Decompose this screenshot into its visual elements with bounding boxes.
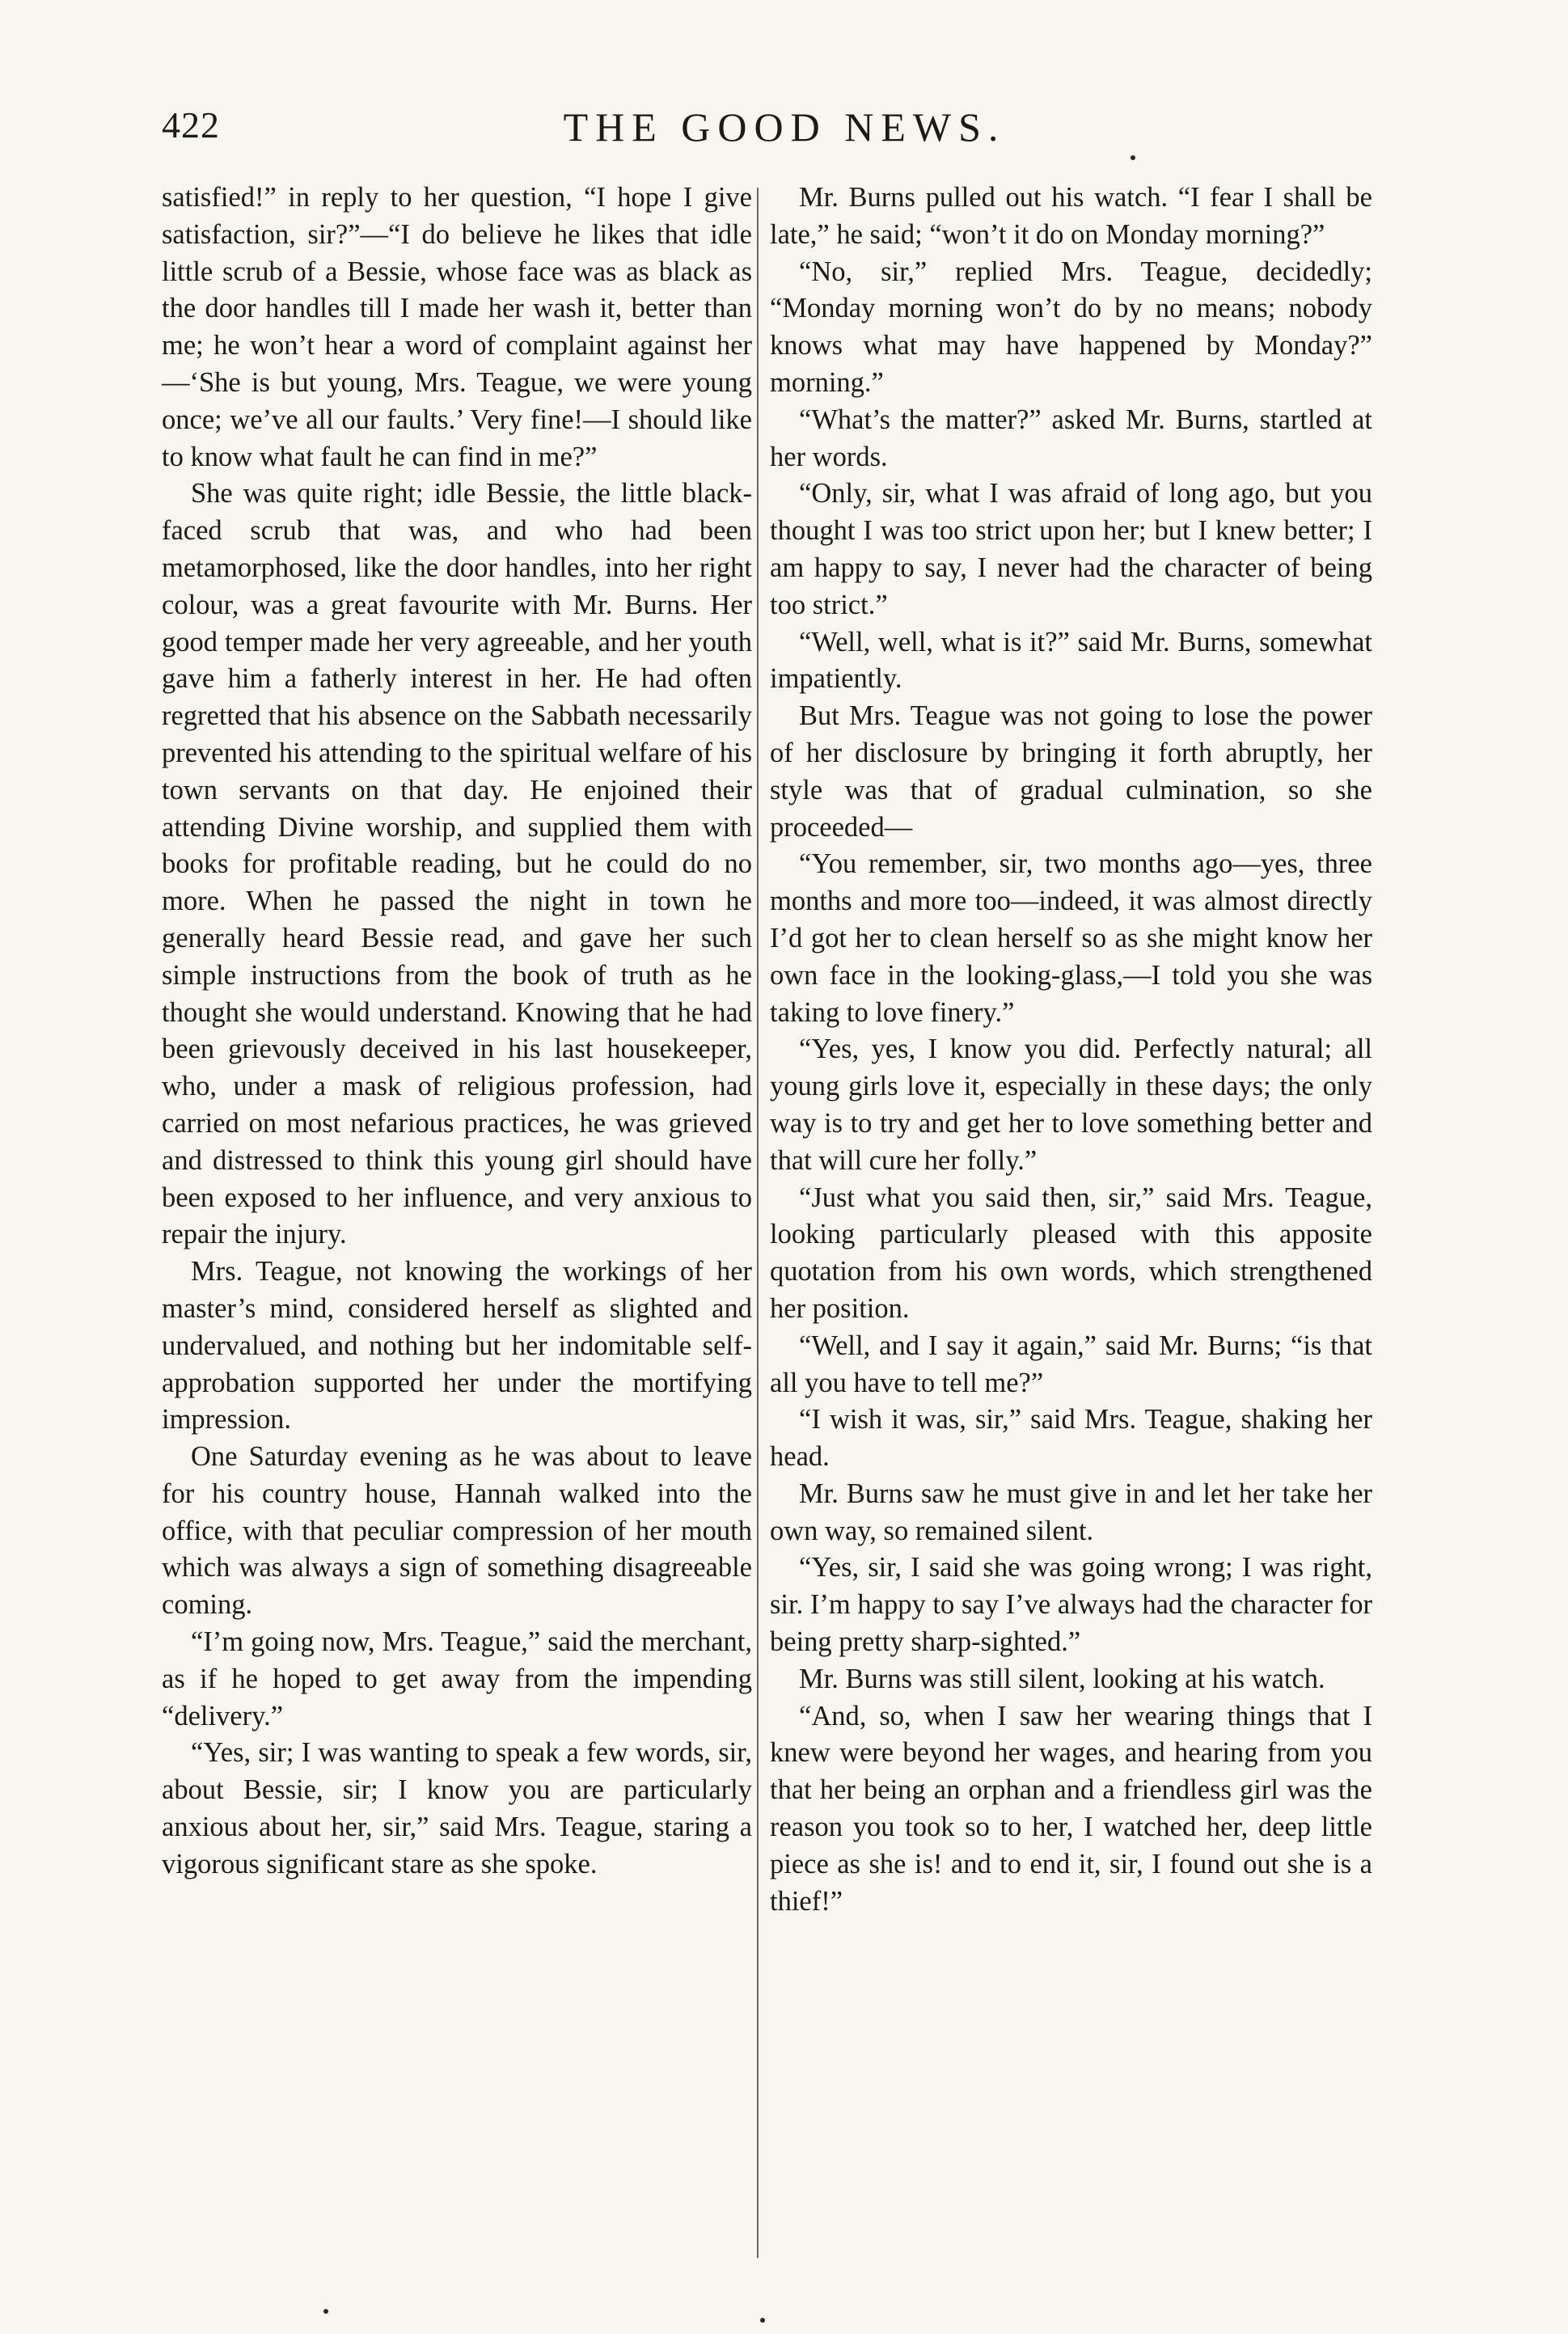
column-divider: [757, 188, 759, 2258]
paragraph: “No, sir,” replied Mrs. Teague, decidedly; “Monday morning won’t do by no means; nobody knows what may have happened by Monday?” morning.”: [770, 256, 1372, 398]
paragraph: But Mrs. Teague was not going to lose the power of her disclosure by bringing it forth abruptly, her style was that of gradual culmination, so she proceeded—: [770, 700, 1372, 843]
paragraph: “Yes, sir, I said she was going wrong; I was right, sir. I’m happy to say I’ve always had the character for being pretty sharp-sighted.”: [770, 1552, 1372, 1658]
paragraph: “Well, well, what is it?” said Mr. Burns, somewhat impatiently.: [770, 626, 1372, 695]
paragraph: She was quite right; idle Bessie, the little black-faced scrub that was, and who had been metamorphosed, like the door handles, into her right colour, was a great favourite with Mr. Burns. Her good temper made her very agreeable, and her youth gave him a fatherly interest in her. He had often regretted that his absence on the Sabbath necessarily prevented his attending to the spiritual welfare of his town servants on that day. He enjoined their attending Divine worship, and supplied them with books for profitable reading, but he could do no more. When he passed the night in town he generally heard Bessie read, and gave her such simple instructions from the book of truth as he thought she would understand. Knowing that he had been grievously deceived in his last housekeeper, who, under a mask of religious profession, had carried on most nefarious practices, he was grieved and distressed to think this young girl should have been exposed to her influence, and very anxious to repair the injury.: [162, 478, 752, 1250]
page-number: 422: [162, 104, 220, 146]
right-column: [770, 180, 1372, 1920]
left-column: [162, 180, 752, 1884]
print-speck: [1131, 155, 1135, 160]
paragraph: “You remember, sir, two months ago—yes, three months and more too—indeed, it was almost directly I’d got her to clean herself so as she might know her own face in the looking-glass,—I told you she was taking to love finery.”: [770, 848, 1372, 1028]
paragraph: Mr. Burns was still silent, looking at his watch.: [799, 1663, 1325, 1694]
paragraph: “Yes, yes, I know you did. Perfectly natural; all young girls love it, especially in these days; the only way is to try and get her to love something better and that will cure her folly.”: [770, 1034, 1372, 1176]
paragraph: satisfied!” in reply to her question, “I hope I give satisfaction, sir?”—“I do believe he likes that idle little scrub of a Bessie, whose face was as black as the door handles till I made her wash it, better than me; he won’t hear a word of complaint against her—‘She is but young, Mrs. Teague, we were young once; we’ve all our faults.’ Very fine!—I should like to know what fault he can find in me?”: [162, 182, 752, 472]
paragraph: Mr. Burns pulled out his watch. “I fear I shall be late,” he said; “won’t it do on Monday morning?”: [770, 182, 1372, 250]
paragraph: “I’m going now, Mrs. Teague,” said the merchant, as if he hoped to get away from the impending “delivery.”: [162, 1626, 752, 1731]
paragraph: “Yes, sir; I was wanting to speak a few words, sir, about Bessie, sir; I know you are particularly anxious about her, sir,” said Mrs. Teague, staring a vigorous significant stare as she spoke.: [162, 1737, 752, 1879]
paragraph: “Just what you said then, sir,” said Mrs. Teague, looking particularly pleased with this apposite quotation from his own words, which strengthened her position.: [770, 1182, 1372, 1324]
print-speck: [760, 2318, 765, 2323]
paragraph: “Well, and I say it again,” said Mr. Burns; “is that all you have to tell me?”: [770, 1330, 1372, 1398]
print-speck: [323, 2309, 328, 2314]
paragraph: “Only, sir, what I was afraid of long ago, but you thought I was too strict upon her; but I knew better; I am happy to say, I never had the character of being too strict.”: [770, 478, 1372, 620]
page-header: [162, 104, 1407, 160]
paragraph: “What’s the matter?” asked Mr. Burns, startled at her words.: [770, 404, 1372, 472]
running-title: THE GOOD NEWS.: [563, 104, 1006, 150]
paragraph: One Saturday evening as he was about to leave for his country house, Hannah walked into the office, with that peculiar compression of her mouth which was always a sign of something disagreeable coming.: [162, 1441, 752, 1621]
paragraph: “I wish it was, sir,” said Mrs. Teague, shaking her head.: [770, 1404, 1372, 1473]
paragraph: “And, so, when I saw her wearing things that I knew were beyond her wages, and hearing from you that her being an orphan and a friendless girl was the reason you took so to her, I watched her, deep little piece as she is! and to end it, sir, I found out she is a thief!”: [770, 1700, 1372, 1917]
paragraph: Mr. Burns saw he must give in and let her take her own way, so remained silent.: [770, 1478, 1372, 1546]
paragraph: Mrs. Teague, not knowing the workings of her master’s mind, considered herself as slighted and undervalued, and nothing but her indomitable self-approbation supported her under the mortifying impression.: [162, 1256, 752, 1435]
